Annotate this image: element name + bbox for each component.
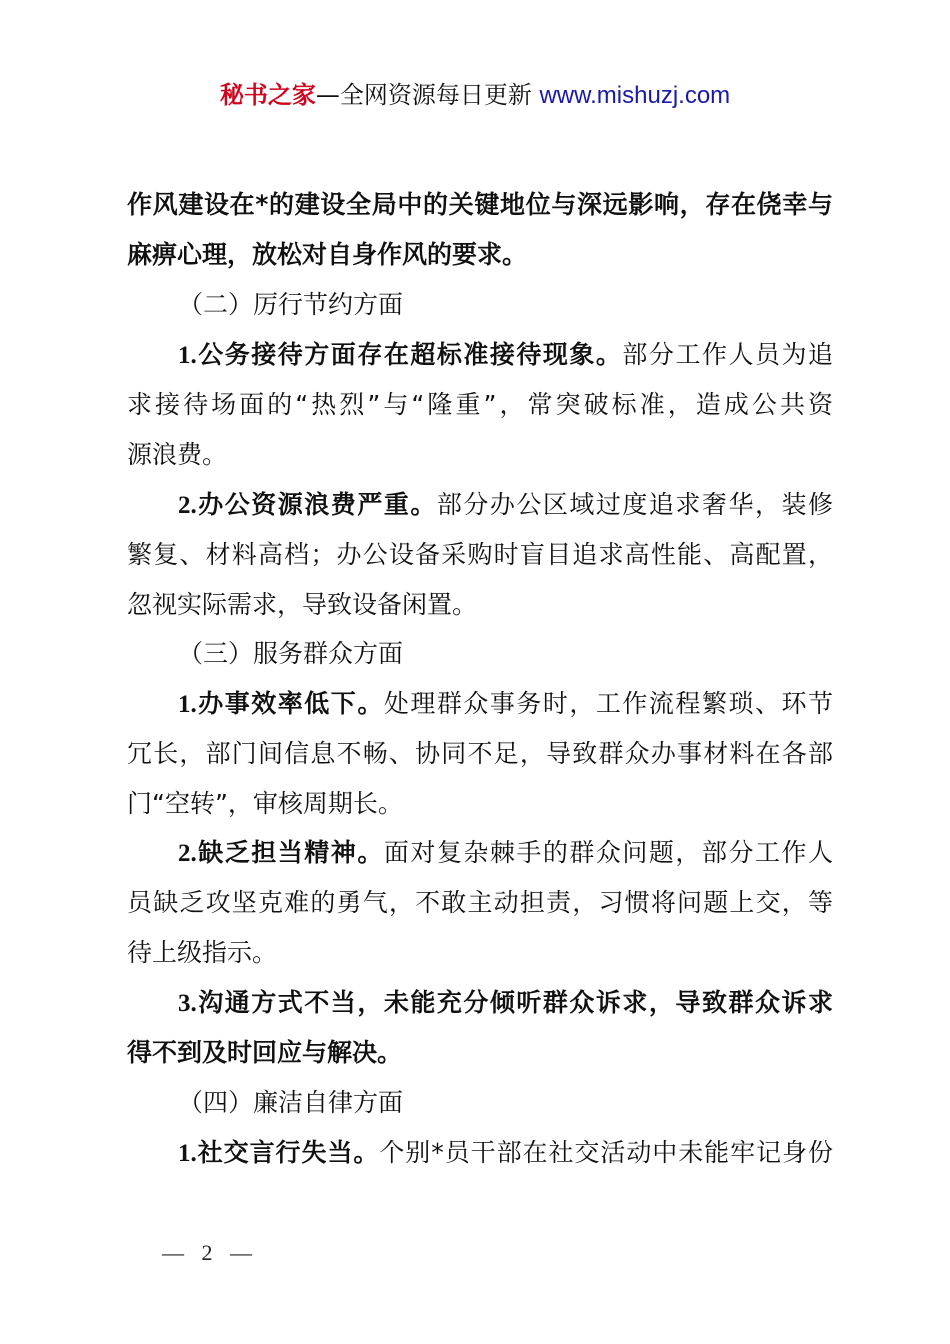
site-brand: 秘书之家 [219,81,316,109]
section-heading: （三）服务群众方面 [178,639,404,668]
paragraph-line [178,985,833,1022]
item-number: 1. [178,691,197,718]
paragraph-line: 源浪费。 [127,440,228,469]
item-lead: 缺乏担当精神。 [196,838,384,867]
item-text: 个别*员干部在社交活动中未能牢记身份 [379,1138,833,1167]
item-text: 部分办公区域过度追求奢华，装修 [436,490,833,519]
paragraph-line: 求接待场面的“热烈”与“隆重”，常突破标准，造成公共资 [127,390,833,419]
site-tagline: —全网资源每日更新 [315,81,540,109]
section-heading: （二）厉行节约方面 [178,290,404,319]
item-number: 2. [178,492,197,519]
site-url-link[interactable]: www.mishuzj.com [539,82,731,109]
item-text: 部分工作人员为追 [622,340,833,369]
paragraph-line: 麻痹心理，放松对自身作风的要求。 [127,240,528,269]
item-number: 3. [178,990,197,1017]
site-header [0,78,950,113]
section-heading: （四）廉洁自律方面 [178,1088,404,1117]
paragraph-line [178,1135,833,1172]
paragraph-line: 冗长，部门间信息不畅、协同不足，导致群众办事材料在各部 [127,739,833,768]
item-number: 2. [178,840,197,867]
item-lead: 沟通方式不当，未能充分倾听群众诉求，导致群众诉求 [196,988,833,1017]
paragraph-line [178,835,833,872]
paragraph-line [178,686,833,723]
paragraph-line: 忽视实际需求，导致设备闲置。 [127,590,478,619]
paragraph-line: 待上级指示。 [127,938,278,967]
paragraph-line: 员缺乏攻坚克难的勇气，不敢主动担责，习惯将问题上交，等 [127,888,833,917]
page-number: — 2 — [162,1240,258,1265]
paragraph-line: 门“空转”，审核周期长。 [127,789,403,818]
item-lead: 社交言行失当。 [196,1138,380,1167]
item-lead: 办事效率低下。 [196,689,384,718]
paragraph-line [178,337,833,374]
item-number: 1. [178,1140,197,1167]
paragraph-line [178,487,833,524]
paragraph-line: 作风建设在*的建设全局中的关键地位与深远影响，存在侥幸与 [127,190,833,219]
item-text: 处理群众事务时，工作流程繁琐、环节 [383,689,833,718]
paragraph-line: 得不到及时回应与解决。 [127,1038,403,1067]
paragraph-line: 繁复、材料高档；办公设备采购时盲目追求高性能、高配置， [127,540,833,569]
item-lead: 办公资源浪费严重。 [196,490,437,519]
item-text: 面对复杂棘手的群众问题，部分工作人 [383,838,833,867]
item-lead: 公务接待方面存在超标准接待现象。 [196,340,623,369]
item-number: 1. [178,342,197,369]
